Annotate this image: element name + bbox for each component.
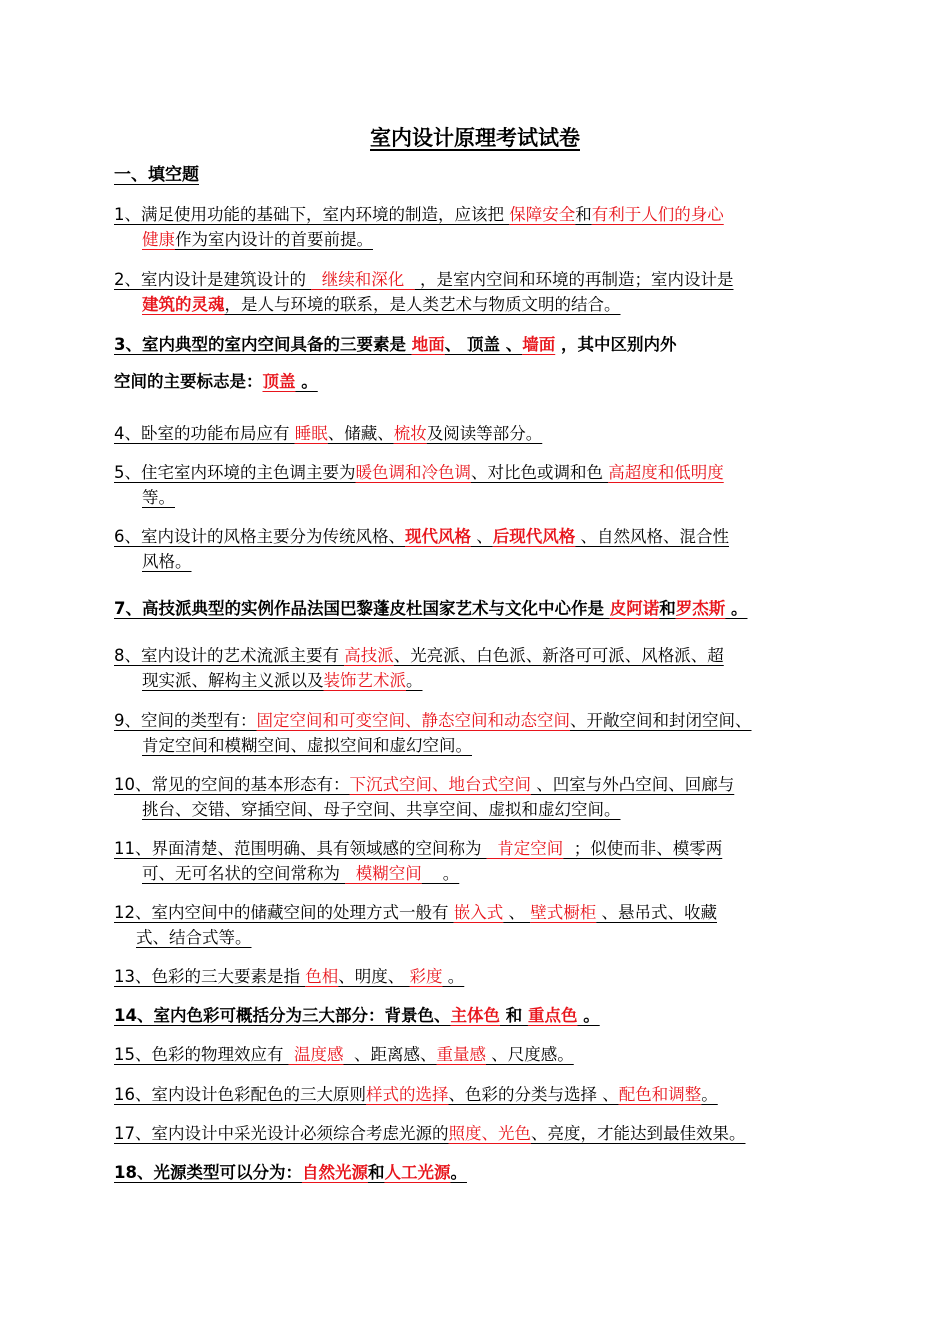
question-text: 17、室内设计中采光设计必须综合考虑光源的: [114, 1124, 449, 1143]
question-text: 和: [499, 1006, 528, 1025]
answer: 健康: [142, 230, 175, 249]
question-text: 。: [295, 372, 318, 391]
question-text: 及阅读等部分。: [426, 424, 543, 443]
answer: 高超度和低明度: [608, 463, 724, 482]
question-text: 10、常见的空间的基本形态有：: [114, 775, 350, 794]
question-text: 、距离感、: [343, 1045, 437, 1064]
question-11: [114, 836, 854, 886]
question-text: 6、室内设计的风格主要分为传统风格、: [114, 527, 405, 546]
question-4: [114, 421, 854, 446]
question-text: 11、界面清楚、范围明确、具有领域感的空间称为: [114, 839, 487, 858]
question-text: 、 顶盖 、: [444, 335, 523, 354]
question-7: [114, 596, 854, 621]
question-text: 14、室内色彩可概括分为三大部分：背景色、: [114, 1006, 451, 1025]
section-heading: 一、填空题: [114, 165, 199, 185]
question-text: 、明度、: [338, 967, 410, 986]
question-17: [114, 1121, 854, 1146]
question-text: 、色彩的分类与选择 、: [448, 1085, 619, 1104]
question-text: 肯定空间和模糊空间、虚拟空间和虚幻空间。: [142, 736, 472, 755]
question-16: [114, 1082, 854, 1107]
answer: 梳妆: [393, 424, 427, 443]
question-14: [114, 1003, 854, 1028]
question-text: 1、满足使用功能的基础下，室内环境的制造，应该把: [114, 205, 510, 224]
question-text: 12、室内空间中的储藏空间的处理方式一般有: [114, 903, 454, 922]
question-text: 16、室内设计色彩配色的三大原则: [114, 1085, 366, 1104]
answer: 彩度: [409, 967, 443, 986]
question-text: 。: [450, 1163, 467, 1182]
question-text: 和: [367, 1163, 385, 1182]
answer: 皮阿诺: [609, 599, 660, 618]
answer: 配色和调整: [618, 1085, 702, 1104]
answer: 顶盖: [262, 372, 296, 391]
question-text: 作为室内设计的首要前提。: [175, 230, 373, 249]
answer: 暖色调和冷色调: [355, 463, 471, 482]
question-text: ；似使而非、模零两: [563, 839, 723, 858]
answer: 墙面: [522, 335, 556, 354]
question-15: [114, 1042, 854, 1067]
question-1: [114, 202, 854, 252]
question-text: 等。: [142, 488, 175, 507]
question-text: 、储藏、: [327, 424, 394, 443]
question-text: 5、住宅室内环境的主色调主要为: [114, 463, 356, 482]
question-text: 。: [442, 967, 465, 986]
question-text: 。: [701, 1085, 718, 1104]
question-9: [114, 708, 854, 758]
question-text: 和: [575, 205, 592, 224]
question-text: 空间的主要标志是：: [114, 372, 263, 391]
question-text: 、亮度，才能达到最佳效果。: [531, 1124, 746, 1143]
question-text: 。: [725, 599, 748, 618]
answer: 壁式橱柜: [530, 903, 597, 922]
question-text: 。: [577, 1006, 600, 1025]
answer: 模糊空间: [345, 864, 422, 883]
question-text: 挑台、交错、穿插空间、母子空间、共享空间、虚拟和虚幻空间。: [142, 800, 621, 819]
question-text: 。: [406, 671, 423, 690]
question-text: 9、空间的类型有：: [114, 711, 257, 730]
question-text: ，其中区别内外: [555, 335, 677, 354]
answer: 自然光源: [301, 1163, 368, 1182]
answer: 睡眠: [294, 424, 328, 443]
question-text: 、开敞空间和封闭空间、: [570, 711, 752, 730]
answer: 重点色: [527, 1006, 578, 1025]
question-text: 、尺度感。: [486, 1045, 574, 1064]
answer: 嵌入式: [453, 903, 504, 922]
question-text: 。: [421, 864, 460, 883]
answer: 主体色: [450, 1006, 500, 1025]
answer: 后现代风格: [492, 527, 576, 546]
question-text: 7、高技派典型的实例作品法国巴黎蓬皮杜国家艺术与文化中心作是: [114, 599, 610, 618]
question-text: 和: [659, 599, 676, 618]
answer: 下沉式空间、地台式空间: [349, 775, 531, 794]
question-2: [114, 267, 854, 317]
question-text: 2、室内设计是建筑设计的: [114, 270, 312, 289]
question-text: 15、色彩的物理效应有: [114, 1045, 289, 1064]
answer: 装饰艺术派: [323, 671, 406, 690]
question-text: 18、光源类型可以分为：: [114, 1163, 302, 1182]
question-text: 风格。: [142, 552, 192, 571]
question-5: [114, 460, 854, 510]
question-text: 、凹室与外凸空间、回廊与: [531, 775, 735, 794]
question-text: 、自然风格、混合性: [575, 527, 729, 546]
answer: 继续和深化: [311, 270, 415, 289]
answer: 色相: [305, 967, 339, 986]
answer: 现代风格: [405, 527, 471, 546]
answer: 建筑的灵魂: [142, 295, 225, 314]
question-10: [114, 772, 854, 822]
answer: 地面: [411, 335, 445, 354]
question-8: [114, 643, 854, 693]
question-text: ，是室内空间和环境的再制造；室内设计是: [414, 270, 734, 289]
answer: 高技派: [344, 646, 394, 665]
question-text: 现实派、解构主义派以及: [142, 671, 324, 690]
question-text: 、对比色或调和色: [471, 463, 609, 482]
question-text: 、: [503, 903, 531, 922]
question-text: ，是人与环境的联系，是人类艺术与物质文明的结合。: [224, 295, 621, 314]
page-title: 室内设计原理考试试卷: [370, 126, 580, 150]
question-text: 、光亮派、白色派、新洛可可派、风格派、超: [393, 646, 724, 665]
question-text: 、悬吊式、收藏: [596, 903, 717, 922]
answer: 罗杰斯: [675, 599, 726, 618]
question-3-continued: [114, 369, 854, 394]
question-text: 4、卧室的功能布局应有: [114, 424, 295, 443]
question-text: 13、色彩的三大要素是指: [114, 967, 306, 986]
answer: 温度感: [288, 1045, 344, 1064]
question-18: [114, 1160, 854, 1185]
question-text: 式、结合式等。: [136, 928, 252, 947]
question-text: 可、无可名状的空间常称为: [142, 864, 346, 883]
answer: 有利于人们的身心: [591, 205, 724, 224]
question-text: 8、室内设计的艺术流派主要有: [114, 646, 345, 665]
question-text: 3、室内典型的室内空间具备的三要素是: [114, 335, 412, 354]
answer: 固定空间和可变空间、静态空间和动态空间: [256, 711, 570, 730]
answer: 照度、光色: [448, 1124, 531, 1143]
answer: 保障安全: [509, 205, 576, 224]
answer: 重量感: [436, 1045, 486, 1064]
question-6: [114, 524, 854, 574]
answer: 人工光源: [384, 1163, 451, 1182]
question-text: 、: [471, 527, 493, 546]
answer: 肯定空间: [486, 839, 564, 858]
question-12: [114, 900, 854, 950]
question-3: [114, 332, 854, 357]
question-13: [114, 964, 854, 989]
answer: 样式的选择: [366, 1085, 449, 1104]
